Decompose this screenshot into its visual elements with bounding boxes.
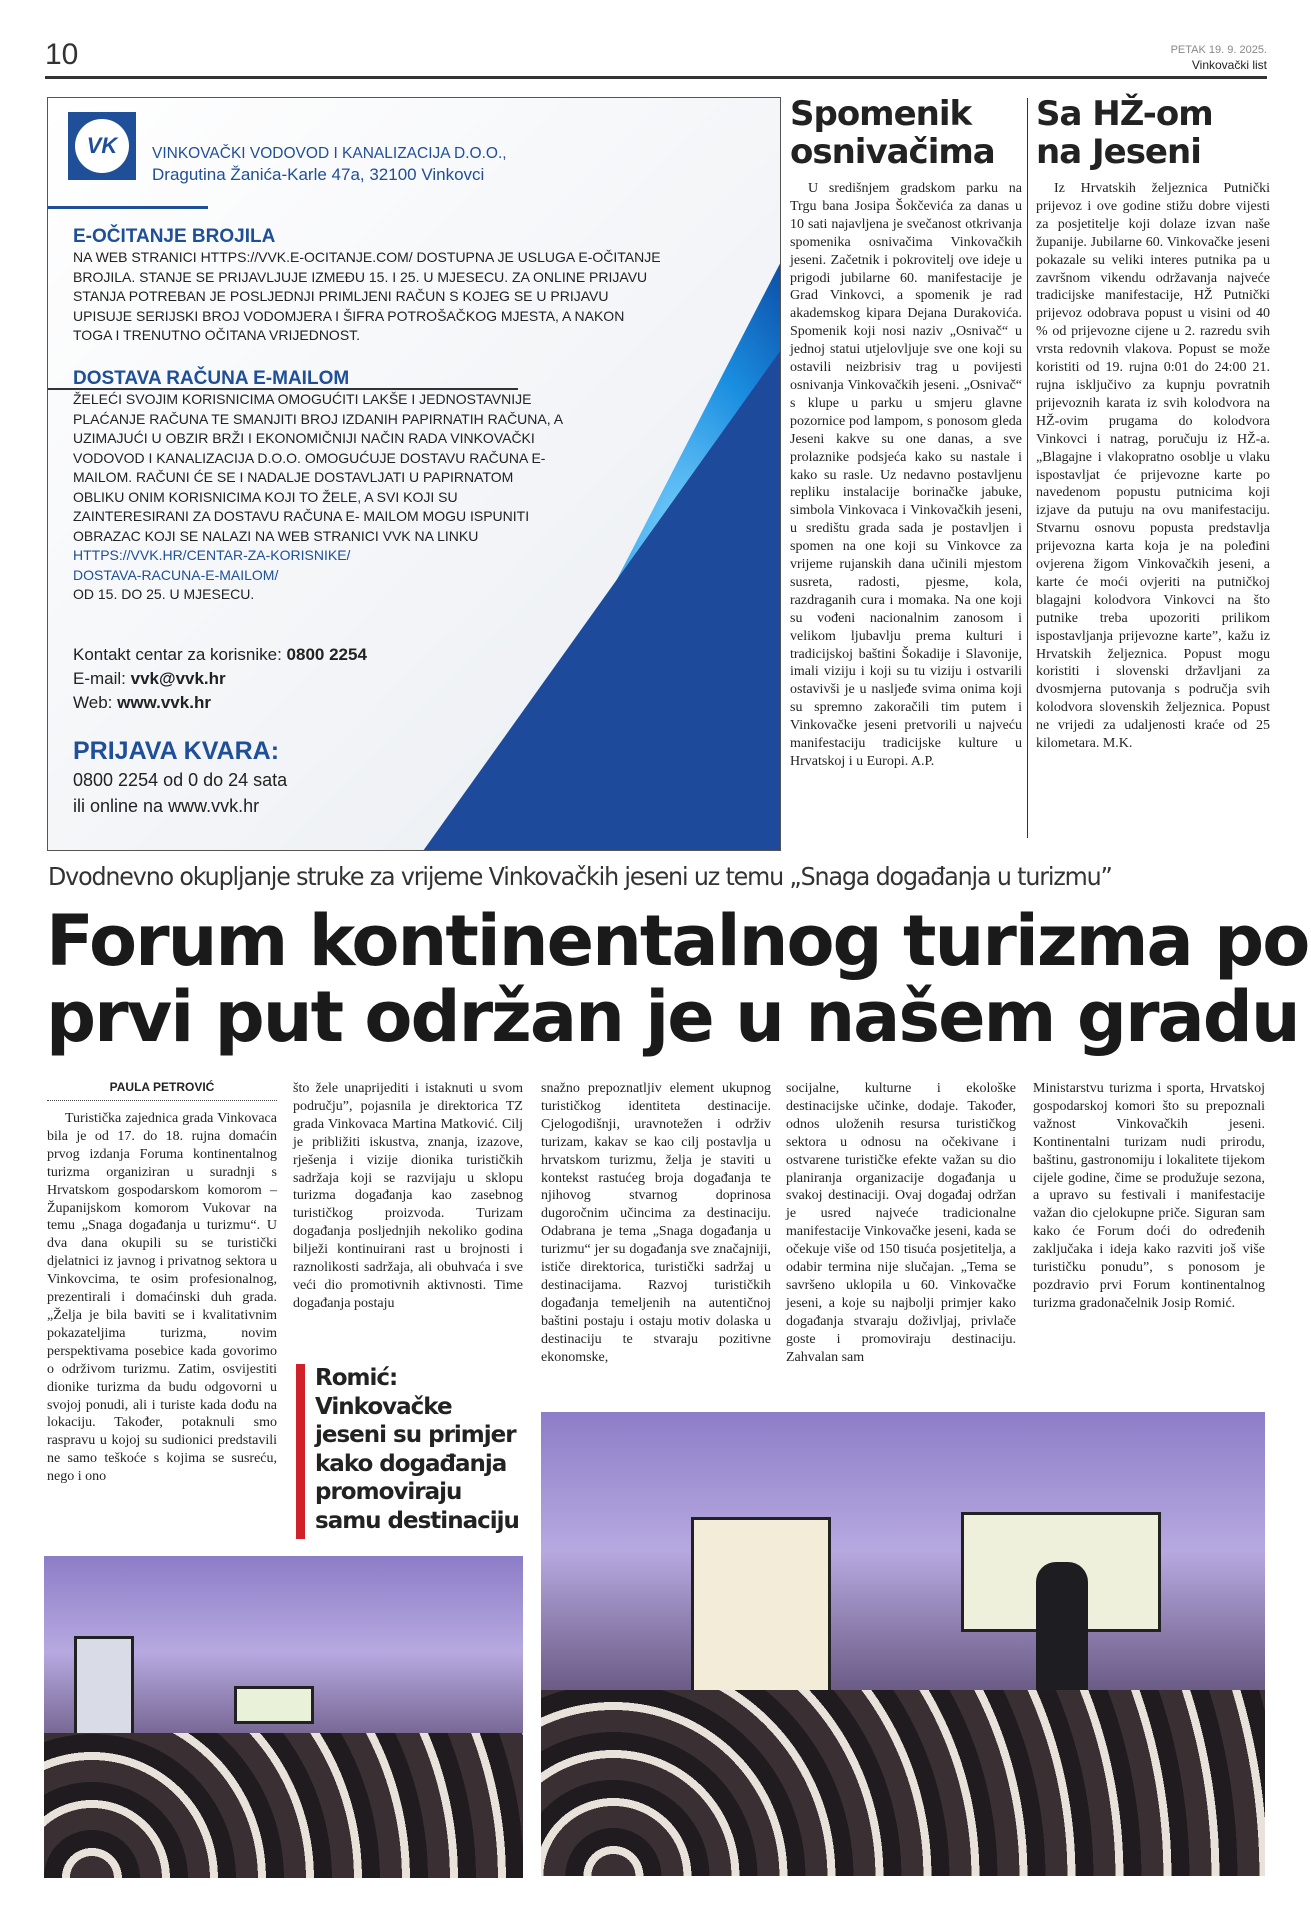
article-column-1: Turistička zajednica grada Vinkovaca bila je od 17. do 18. rujna domaćin prvog izdanja Foruma kontinentalnog turizma organiziran u suradnji s Hrvatskom gospodarskom komorom – Županijskom komorom Vukovar na temu „Snaga događanja u turizmu“. U dva dana okupili su se turistički djelatnici iz javnog i privatnog sektora u Vinkovcima, te osim profesionalnog, prezentirali i domaćinski duh grada. „Željа je bila baviti se i kvalitativnim pokazateljima turizma, novim perspektivama posebice kada govorimo o održivom turizmu. Zatim, osvijestiti dionike turizma da budu odgovorni u svojoj ponudi, ali i turiste kada dođu na lokaciju. Također, potaknuli smo raspravu u kojoj su sudionici predstavili ne samo teškoće s kojima se susreću, nego i ono: [47, 1111, 277, 1485]
pull-quote: Romić: Vinkovačke jeseni su primjer kako događanja promoviraju samu destinaciju: [296, 1364, 521, 1539]
article-column-3: snažno prepoznatljiv element ukupnog turističkog identiteta destinacije. Cjelogodišnji, uravnotežen i održiv turizam, kakav se kao cilj postavlja u hrvatskom turizmu, želja je staviti u kontekst rastućeg broja događanja te njihovog stvarnog doprinosa dugoročnim učincima za destinaciju. Odabrana je tema „Snaga događanja u turizmu“ jer su događanja sve značajniji, ističe direktorica, turistički sadržaj u destinacijama. Razvoj turističkih događanja temeljenih na autentičnoj baštini postaju i ostaju motiv dolaska u destinaciju te stvaraju pozitivne ekonomske,: [541, 1081, 771, 1365]
article-headline: Forum kontinentalnog turizma po prvi put održan je u našem gradu: [46, 900, 1309, 1058]
header-rule: [45, 76, 1267, 79]
article-column-2: što žele unaprijediti i istaknuti u svom području”, pojasnila je direktorica TZ grada Vinkovaca Martina Matković. Cilj je približiti iskustva, znanja, izazove, rješenja i vizije dionika turističkih sadržaja koji se razvijaju u sklopu turizma događanja kao zasebnog turističkog proizvoda. Turizam događanja posljednjih nekoliko godina bilježi kontinuirani rast u brojnosti i raznolikosti sadržaja, ali obuhvaća i sve veći dio promotivnih aktivnosti. Time događanja postaju: [293, 1081, 523, 1311]
issue-date: PETAK 19. 9. 2025.: [1170, 44, 1267, 56]
contact-phone: 0800 2254: [286, 645, 367, 664]
spomenik-title: Spomenik osnivačima: [790, 94, 995, 172]
forum-speaker-photo: [541, 1412, 1265, 1876]
column-divider: [1027, 98, 1028, 838]
link[interactable]: HTTPS://VVK.HR/CENTAR-ZA-KORISNIKE/: [73, 547, 351, 563]
vvk-advertisement: [47, 97, 781, 851]
contact-web[interactable]: www.vvk.hr: [117, 693, 211, 712]
company-info: [152, 143, 507, 185]
contact-email[interactable]: vvk@vvk.hr: [130, 669, 226, 688]
byline: PAULA PETROVIĆ: [47, 1080, 277, 1101]
section-e-reading: E-OČITANJE BROJILA NA WEB STRANICI HTTPS://VVK.E-OCITANJE.COM/ DOSTUPNA JE USLUGA E-OČITANJE BROJILA. STANJE SE PRIJAVLJUJE IZMEĐU 15. I 25. U MJESECU. ZA ONLINE PRIJAVU STANJA POTREBAN JE POSLJEDNJI PRIMLJENI RAČUN S KOJEG SE U PRIJAVU UPISUJE SERIJSKI BROJ VODOMJERA I ŠIFRA POTROŠAČKOG MJESTA, A NAKON TOGA I TRENUTNO OČITANA VRIJEDNOST.: [73, 226, 661, 343]
section-email-billing: DOSTAVA RAČUNA E-MAILOM ŽELEĆI SVOJIM KORISNICIMA OMOGUĆITI LAKŠE I JEDNOSTAVNIJE PLAĆANJE RAČUNA TE SMANJITI BROJ IZDANIH PAPIRNATIH RAČUNA, A UZIMAJUĆI U OBZIR BRŽI I EKONOMIČNIJI NAČIN RADA VINKOVAČKI VODOVOD I KANALIZACIJA D.O.O. OMOGUĆUJE DOSTAVU RAČUNA E-MAILOM. RAČUNI ĆE SE I NADALJE DOSTAVLJATI U PAPIRNATOM OBLIKU ONIM KORISNICIMA KOJI TO ŽELE, A SVI KOJI SU ZAINTERESIRANI ZA DOSTAVU RAČUNA E- MAILOM MOGU ISPUNITI OBRAZAC KOJI SE NALAZI NA WEB STRANICI VVK NA LINKU HTTPS://VVK.HR/CENTAR-ZA-KORISNIKE/ DOSTAVA-RACUNA-E-MAILOM/ OD 15. DO 25. U MJESECU.: [73, 368, 568, 605]
publication-name: Vinkovački list: [1191, 58, 1267, 72]
article-column-5: Ministarstvu turizma i sporta, Hrvatskoj gospodarskoj komori što su prepoznali važnost Vinkovačkih jeseni. Kontinentalni turizam nudi prirodu, baštinu, gastronomiju i lokalitete tijekom cijele godine, čime se produžuje sezona, a upravo su festivali i manifestacije važan dio cjelokupne priče. Siguran sam kako će Forum doći do određenih zaključaka i ideja kako razviti još više turističku ponudu”, s ponosom je pozdravio prvi Forum kontinentalnog turizma gradonačelnik Josip Romić.: [1033, 1081, 1265, 1311]
page-number: 10: [45, 38, 79, 71]
link[interactable]: DOSTAVA-RACUNA-E-MAILOM/: [73, 566, 279, 583]
spomenik-body: U središnjem gradskom parku na Trgu bana Josipa Šokčevića za danas u 10 sati najavljena je svečanost otkrivanja spomenika osnivačima Vinkovačkih jeseni. Začetnik i pokrovitelj ove ideje u prigodi jubilarne 60. manifestacije je Grad Vinkovci, a spomenik je rad akademskog kipara Dejana Durakovića. Spomenik koji nosi naziv „Osnivač“ u jednoj statui utjelovljuje sve one koji su ostavili neizbrisiv trag u povijesti osnivanja Vinkovačkih jeseni. „Osnivač“ s klupe u parku u smjeru glavne pozornice pod lampom, s ponosom gleda Jeseni kakve su one danas, a sve prolaznike podsjeća kako su nastale i kako su rasle. Uz nedavno postavljenu repliku instalacije borinačke jabuke, simbola Vinkovaca i Vinkovačkih jeseni, u središtu grada sada je postavljen i spomen na one koji su Vinkovce za vrijeme rujanskih dana učinili mjestom susreta, radosti, pjesme, kola, razdraganih cura i momaka. Na one koji su vođeni nacionalnim zanosom i velikom ljubavlju prema kulturi i tradicijskoj baštini Šokadije i Slavonije, imali viziju i koji su tu viziju i ostvarili ostavivši je u nasljeđe svima onima koji su spremno zakoračili tim putem i Vinkovačke jeseni pretvorili u najveću manifestaciju tradicijske kulture u Hrvatskoj i u Europi. A.P.: [790, 181, 1022, 769]
article-kicker: Dvodnevno okupljanje struke za vrijeme Vinkovačkih jeseni uz temu „Snaga događanja u turizmu”: [48, 862, 1112, 891]
hz-body: Iz Hrvatskih željeznica Putnički prijevoz i ove godine stižu dobre vijesti za posjetitelje koji dolaze izvan naše županije. Jubilarne 60. Vinkovačke jeseni pokazale su veliki interes putnika pa u završnom vikendu održavanja najveće tradicijske manifestacije, HŽ Putnički prijevoz odobrava popust u visini od 40 % od prijevozne cijene u 2. razredu svih vrsta redovnih vlakova. Popust se može koristiti od 19. rujna 0:01 do 24:00 21. rujna isključivo za kupnju povratnih prijevoznih karata iz svih kolodvora na HŽ-ovim prugama do kolodvora Vinkovci i natrag, poručuju iz HŽ-a. „Blagajne i vlakopratno osoblje u vlaku ispostavljat će prijevozne karte po navedenom popustu putnicima koji izjave da putuju na ovu manifestaciju. Stvarnu osnovu popusta predstavlja prijevozna karta koja je na poleđini ovjerena žigom Vinkovačkih jeseni, a karte će moći ovjeriti na putničkoj blagajni kolodvora Vinkovci na što putnike treba upozoriti prilikom ispostavljanja prijevozne karte”, kažu iz Hrvatskih željeznica. Popust mogu koristiti i slovenski državljani za dvosmjerna putovanja s područja svih kolodvora slovenskih željeznica. Popust ne vrijedi za udaljenosti kraće od 25 kilometara. M.K.: [1036, 181, 1270, 752]
article-column-4: socijalne, kulturne i ekološke destinacijske učinke, dodaje. Također, odnos uloženih resursa turističkog sektora u odnosu na očekivane i ostvarene turističke efekte važan su dio planiranja organizacije događanja u svakoj destinaciji. Ovaj događaj održan je usred najveće tradicionalne manifestacije Vinkovačke jeseni, kada se očekuje više od 150 tisuća posjetitelja, a odabir termina nije slučajan. „Tema se savršeno uklopila u 60. Vinkovačke jeseni, a koje su najbolji primjer kako događanja stvaraju doživljaj, privlače goste i promoviraju destinaciju. Zahvalan sam: [786, 1081, 1016, 1365]
contact-info: Kontakt centar za korisnike: 0800 2254 E-mail: vvk@vvk.hr Web: www.vvk.hr: [73, 645, 367, 712]
company-name: VINKOVAČKI VODOVOD I KANALIZACIJA D.O.O.,: [152, 145, 507, 162]
hz-title: Sa HŽ-om na Jeseni: [1036, 94, 1213, 172]
fault-report: PRIJAVA KVARA: 0800 2254 od 0 do 24 sata ili online na www.vvk.hr: [73, 737, 288, 816]
company-address: Dragutina Žanića-Karle 47a, 32100 Vinkovci: [152, 165, 485, 184]
forum-audience-photo: [44, 1556, 523, 1878]
divider: [48, 206, 208, 209]
vvk-logo-icon: VK: [68, 112, 136, 180]
